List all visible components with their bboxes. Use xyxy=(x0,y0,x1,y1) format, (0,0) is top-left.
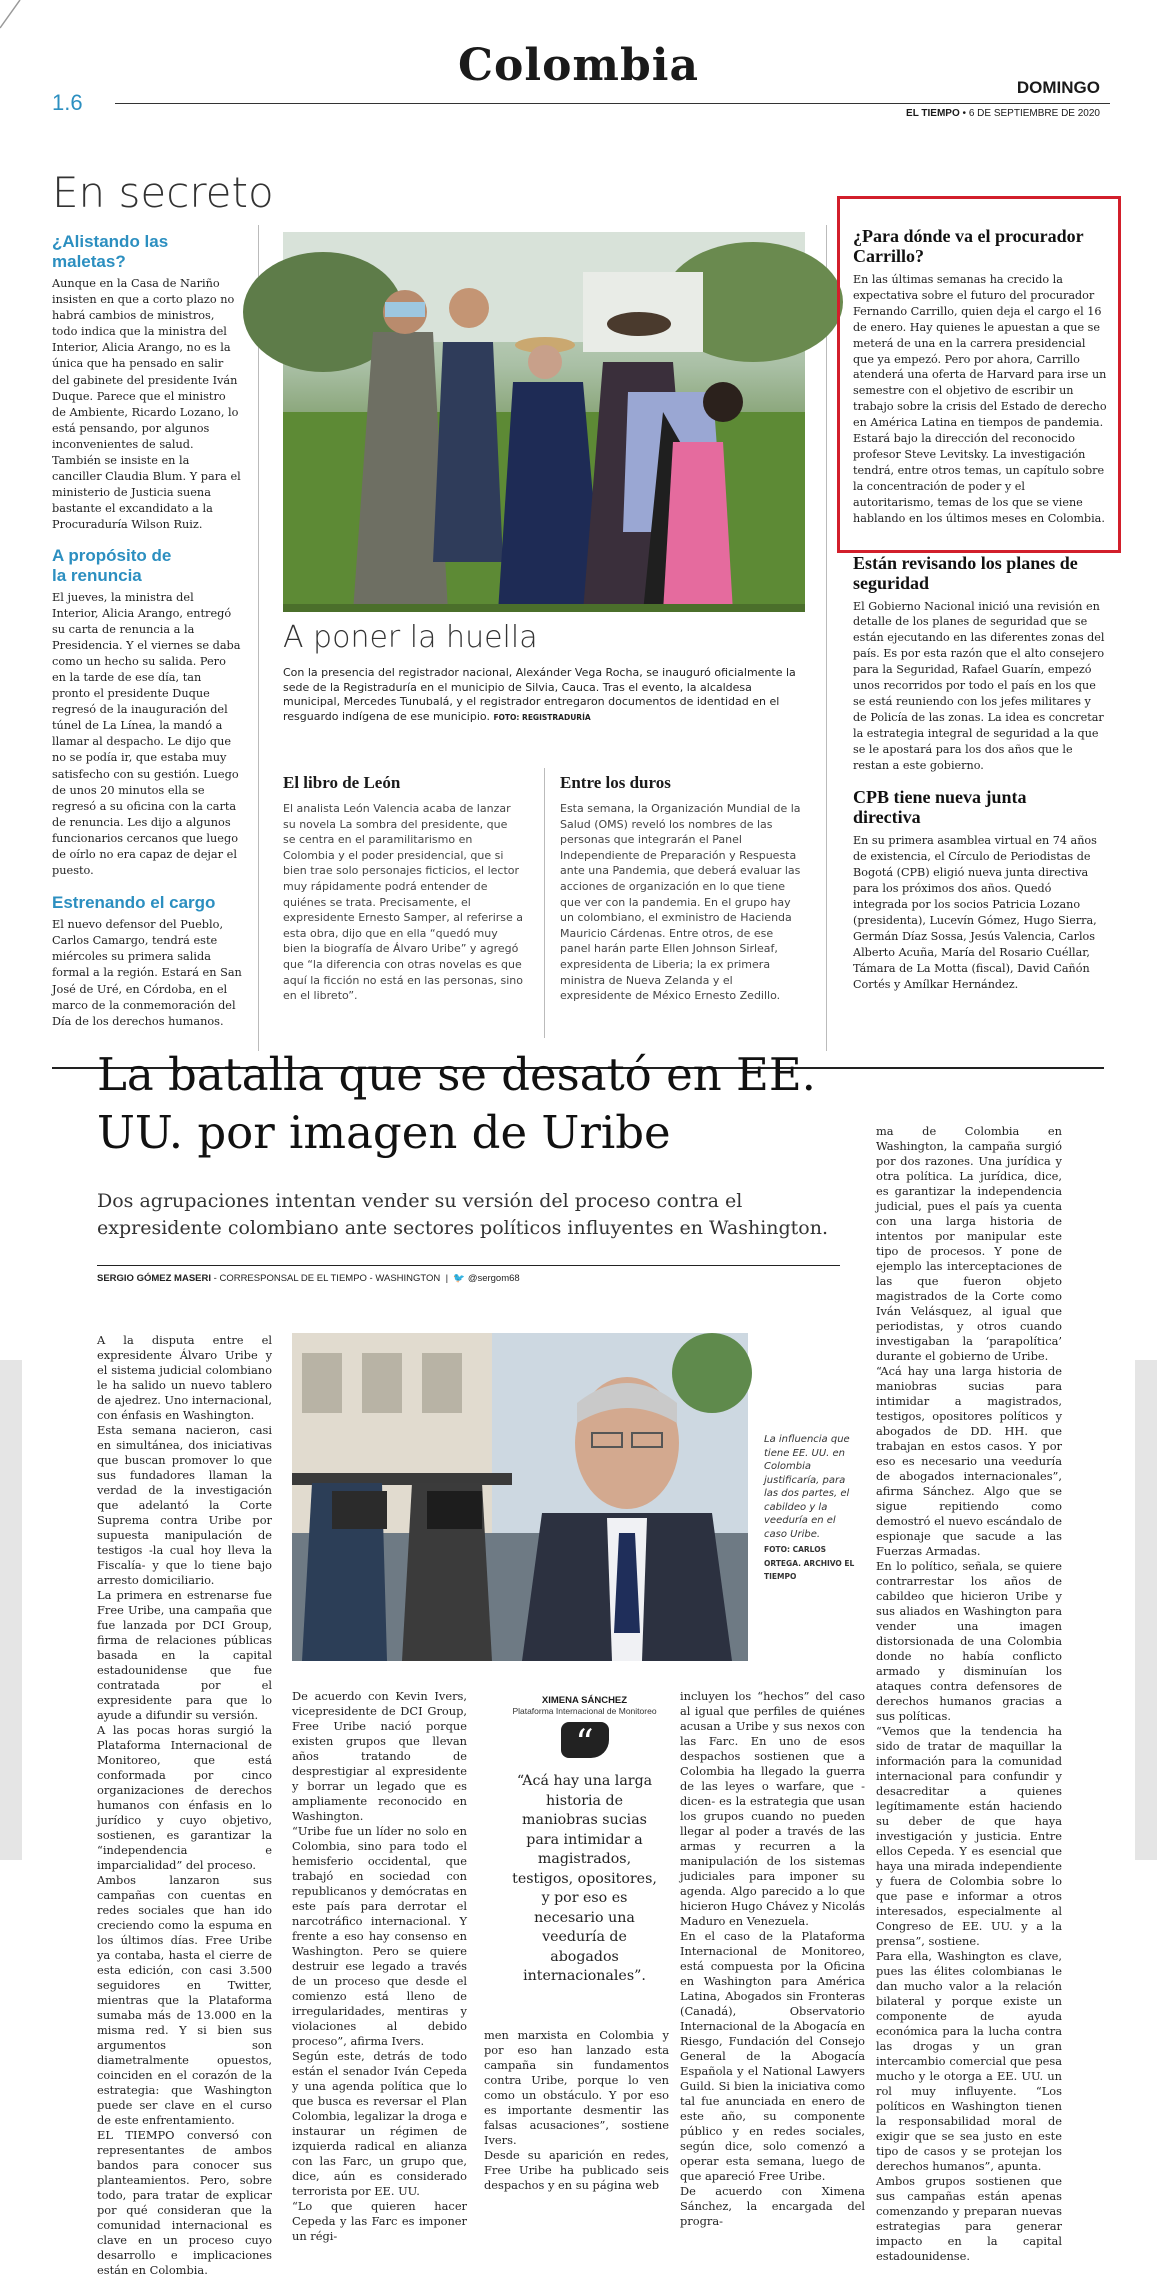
section-title: Colombia xyxy=(458,40,699,91)
article-column-3: men marxista en Colombia y por eso han lanzado esta campaña sin fundamentos contra Uribe, porque lo ven como un obstáculo. Y por eso es importante desmentir las falsas acusaciones”, sostiene Ivers. Desde su aparición en redes, Free Uribe ha publicado seis despachos y en su página web xyxy=(484,2028,669,2192)
right-column xyxy=(853,226,1108,993)
article-headline: La batalla que se desató en EE. UU. por imagen de Uribe xyxy=(97,1048,816,1159)
article-column-2: De acuerdo con Kevin Ivers, vicepresidente de DCI Group, Free Uribe nació porque existen grupos que llevan años tratando de desprestigiar al expresidente y borrar un legado que es ampliamente reconocido en Washington. “Uribe fue un líder no solo en Colombia, sino para todo el hemisferio occidental, que trabajó en sociedad con republicanos y demócratas en este país para derrotar el narcotráfico internacional. Y frente a eso hay consenso en Washington. Pero se quiere destruir ese legado a través de un proceso que desde el comienzo está lleno de irregularidades, mentiras y violaciones al debido proceso”, afirma Ivers. Según este, detrás de todo están el senador Iván Cepeda y una agenda política que lo que busca es reversar el Plan Colombia, legalizar la droga e instaurar un régimen de izquierda radical en alianza con las Farc, un grupo que, dice, aún es considerado terrorista por EE. UU. “Lo que quieren hacer Cepeda y las Farc es imponer un régi- xyxy=(292,1689,467,2243)
sub-title: El libro de León xyxy=(283,773,401,792)
photo-caption xyxy=(764,1433,861,1584)
item-body: En su primera asamblea virtual en 74 años de existencia, el Círculo de Periodistas de Bogotá (CPB) eligió nueva junta directiva para los próximos dos años. Quedó integrada por los socios Patricia Lozano (presidenta), Lucevín Gómez, Hugo Sierra, Germán Díaz Sossa, Jesús Valencia, Carlos Alberto Acuña, María del Rosario Cuéllar, Támara de La Motta (fiscal), David Cañón Cortés y Amílkar Hernández. xyxy=(853,834,1097,991)
photo-registraduria xyxy=(283,232,805,612)
paper-name: EL TIEMPO xyxy=(906,108,960,119)
article-column-1: A la disputa entre el expresidente Álvaro Uribe y el sistema judicial colombiano le ha salido un nuevo tablero de ajedrez. Uno internacional, con énfasis en Washington. Esta semana nacieron, casi en simultánea, dos iniciativas que buscan promover lo que sus fundadores llaman la verdad de la investigación que adelantó la Corte Suprema contra Uribe por supuesta manipulación de testigos -la cual hoy lleva la Fiscalía- y que lo tiene bajo arresto domiciliario. La primera en estrenarse fue Free Uribe, una campaña que fue lanzada por DCI Group, firma de relaciones públicas basada en la capital estadounidense que fue contratada por el expresidente para que lo ayude a difundir su versión. A las pocas horas surgió la Plataforma Internacional de Monitoreo, que está conformada por cinco organizaciones de derechos humanos con énfasis en lo jurídico y cuyo objetivo, sostienen, es garantizar la “independencia e imparcialidad” del proceso. Ambos lanzaron sus campañas con cuentas en redes sociales que han ido creciendo como la espuma en los últimos días. Free Uribe ya contaba, hasta el cierre de esta edición, con casi 3.500 seguidores en Twitter, mientras que la Plataforma sumaba más de 13.000 en la misma red. Y si bien sus argumentos son diametralmente opuestos, coinciden en el corazón de la estrategia: que Washington puede ser clave en el curso de este enfrentamiento. EL TIEMPO conversó con representantes de ambos bandos para conocer sus planteamientos. Pero, sobre todo, para tratar de explicar por qué consideran que la comunidad internacional es clave en un proceso cuyo desarrollo e implicaciones están en Colombia. xyxy=(97,1333,272,2277)
column-title: En secreto xyxy=(52,168,274,217)
sub-title: Entre los duros xyxy=(560,773,671,792)
item-body: Aunque en la Casa de Nariño insisten en que a corto plazo no habrá cambios de ministros, todo indica que la ministra del Interior, Alicia Arango, no es la única que ha pensado en salir del gabinete del presidente Iván Duque. Parece que el ministro de Ambiente, Ricardo Lozano, lo está pensando, por algunos inconvenientes de salud. También se insiste en la canciller Claudia Blum. Y para el ministerio de Justicia suena bastante el excandidato a la Procuraduría Wilson Ruiz. xyxy=(52,277,241,532)
column-divider xyxy=(826,225,827,1051)
photo-uribe xyxy=(292,1333,748,1661)
date: • 6 DE SEPTIEMBRE DE 2020 xyxy=(959,108,1100,119)
dateline xyxy=(906,108,1100,119)
pull-quote xyxy=(508,1695,661,1987)
article-deck: Dos agrupaciones intentan vender su versión del proceso contra el expresidente colombiano ante sectores políticos influyentes en Washington. xyxy=(97,1190,829,1239)
scan-margin xyxy=(1135,1360,1157,1860)
caption-text: Con la presencia del registrador nacional, Alexánder Vega Rocha, se inauguró oficialmente la sede de la Registraduría en el municipio de Silvia, Cauca. Tras el evento, la alcaldesa municipal, Mercedes Tunubalá, y el registrador entregaron documentos de identidad en el resguardo indígena de ese municipio. xyxy=(283,666,796,723)
quote-mark-icon: “ xyxy=(561,1722,609,1758)
item-body: El nuevo defensor del Pueblo, Carlos Camargo, tendrá este miércoles su primera salida formal a la región. Estará en San José de Uré, en Córdoba, en el marco de la conmemoración del Día de los derechos humanos. xyxy=(52,918,242,1028)
author: SERGIO GÓMEZ MASERI xyxy=(97,1273,212,1284)
article-column-5: ma de Colombia en Washington, la campaña surgió por dos razones. Una jurídica y otra política. La jurídica, dice, es garantizar la independencia judicial, pues el país ya cuenta con una larga historia de intentos por manipular este tipo de procesos. Y pone de ejemplo las interceptaciones de las que fueron objeto magistrados de la Corte como Iván Velásquez, al igual que periodistas, y otros cuando investigaban la ‘parapolítica’ durante el gobierno de Uribe. “Acá hay una larga historia de maniobras sucias para intimidar a magistrados, testigos, opositores políticos y abogados de DD. HH. que trabajan en estos casos. Y por eso es necesario una veeduría de abogados internacionales”, afirma Sánchez. Algo que se sigue repitiendo como demostró el nuevo escándalo de espionaje que sacude a las Fuerzas Armadas. En lo político, señala, se quiere contrarrestar los años de cabildeo que hicieron Uribe y sus aliados en Washington para vender una imagen distorsionada de una Colombia donde no había conflicto armado y disminuían los ataques contra defensores de derechos humanos gracias a sus políticas. “Vemos que la tendencia ha sido de tratar de maquillar la información para la comunidad internacional para confundir y desacreditar a quienes legítimamente están haciendo su deber de que haya investigación y justicia. Entre ellos Cepeda. Y es esencial que haya una mirada independiente y fuera de Colombia sobre lo que pase e informar a otros interesados, especialmente al Congreso de EE. UU. y a la prensa”, sostiene. Para ella, Washington es clave, pues las élites colombianas le dan mucho valor a la relación bilateral y porque existe un componente de ayuda económica para la lucha contra las drogas y un gran intercambio comercial que pesa mucho y le otorga a EE. UU. un rol muy influyente. “Los políticos en Washington tienen la responsabilidad moral de exigir que se sea justo en este tipo de casos y se protejan los derechos humanos”, apunta. Ambos grupos sostienen que sus campañas están apenas comenzando y preparan nuevas estrategias para generar impacto en la capital estadounidense. xyxy=(876,1124,1062,2263)
item-title: A propósito de la renuncia xyxy=(52,545,172,585)
header-rule xyxy=(115,103,1110,104)
item-title: ¿Para dónde va el procurador Carrillo? xyxy=(853,226,1084,266)
photo-title: A poner la huella xyxy=(283,620,538,655)
sub-body: El analista León Valencia acaba de lanzar su novela La sombra del presidente, que se centra en el paramilitarismo en Colombia y el poder presidencial, que si bien trae solo personajes ficticios, el lector muy rápidamente podrá entender de quiénes se trata. Precisamente, el expresidente Ernesto Samper, al referirse a esta obra, dijo que en ella “quedó muy bien la biografía de Álvaro Uribe” y agregó que “la diferencia con otras novelas es que aquí la ficción no está en las personas, sino en el libreto”. xyxy=(283,802,524,1003)
sub-divider xyxy=(544,768,545,1038)
sub-item-duros xyxy=(560,773,805,1004)
column-divider xyxy=(258,225,259,1051)
quote-role: Plataforma Internacional de Monitoreo xyxy=(512,1706,657,1716)
quote-text: “Acá hay una larga historia de maniobras sucias para intimidar a magistrados, testigos, opositores, y por eso es necesario una veeduría de abogados internacionales”. xyxy=(512,1773,657,1984)
item-title: CPB tiene nueva junta directiva xyxy=(853,787,1027,828)
sub-item-leon xyxy=(283,773,523,1004)
page-number: 1.6 xyxy=(52,90,83,115)
quote-name: XIMENA SÁNCHEZ xyxy=(541,1695,628,1706)
item-body: El Gobierno Nacional inició una revisión en detalle de los planes de seguridad que se están ejecutando en las diferentes zonas del país. Es por esta razón que el alto consejero para la Seguridad, Rafael Guarín, empezó unos recorridos por todo el país en los que se está reuniendo con los jefes militares y de Policía de las zonas. La idea es concretar la estrategia integral de seguridad a la que se le apostará para los dos años que le restan a este gobierno. xyxy=(853,599,1105,772)
photo-caption xyxy=(283,666,803,725)
item-title: Estrenando el cargo xyxy=(52,893,216,913)
photo-credit: FOTO: CARLOS ORTEGA. ARCHIVO EL TIEMPO xyxy=(764,1545,855,1581)
author-role: - CORRESPONSAL DE EL TIEMPO - WASHINGTON xyxy=(211,1273,441,1284)
article-column-4: incluyen los “hechos” del caso al igual que perfiles de quiénes acusan a Uribe y sus nexos con las Farc. En uno de esos despachos sostienen que a Colombia ha llegado la guerra de las leyes o warfare, que -dicen- es la estrategia que usan los grupos cuando no pueden llegar al poder a través de las armas y recurren a la manipulación de los sistemas judiciales para imponer su agenda. Algo parecido a lo que hicieron Hugo Chávez y Nicolás Maduro en Venezuela. En el caso de la Plataforma Internacional de Monitoreo, está compuesta por la Oficina en Washington para América Latina, Abogados sin Fronteras (Canadá), Observatorio Internacional de la Abogacía en Riesgo, Fundación del Consejo General de la Abogacía Española y el National Lawyers Guild. Si bien la iniciativa como tal fue anunciada en enero de este año, su componente público y en redes sociales, según dice, solo comenzó a operar esta semana, luego de que apareció Free Uribe. De acuerdo con Ximena Sánchez, la encargada del progra- xyxy=(680,1689,865,2228)
item-title: Están revisando los planes de seguridad xyxy=(853,552,1078,593)
item-body: El jueves, la ministra del Interior, Alicia Arango, entregó su carta de renuncia a la Presidencia. Y el viernes se daba como un hecho su salida. Pero en la tarde de ese día, tan pronto el presidente Duque regresó de la inauguración del túnel de La Línea, la mandó a llamar al despacho. Le dijo que no se podía ir, que estaba muy satisfecho con su gestión. Luego de unos 20 minutos ella se regresó a su oficina con la carta de renuncia. Les dijo a algunos funcionarios cercanos que luego de oírlo no era capaz de dejar el puesto. xyxy=(52,590,241,878)
left-column xyxy=(52,232,242,1030)
day-label: DOMINGO xyxy=(1016,78,1100,97)
corner-mark xyxy=(0,0,30,30)
byline-rule xyxy=(97,1265,840,1266)
twitter-handle: @sergom68 xyxy=(467,1273,520,1284)
sub-body: Esta semana, la Organización Mundial de la Salud (OMS) reveló los nombres de las personas que integrarán el Panel Independiente de Preparación y Respuesta ante una Pandemia, que deberá evaluar las acciones de organización en lo que tiene que ver con la pandemia. En el grupo hay un colombiano, el exministro de Hacienda Mauricio Cárdenas. Entre otros, de ese panel harán parte Ellen Johnson Sirleaf, expresidenta de Liberia; la ex primera ministra de Nueva Zelanda y el expresidente de México Ernesto Zedillo. xyxy=(560,802,801,1003)
byline: SERGIO GÓMEZ MASERI - CORRESPONSAL DE EL TIEMPO - WASHINGTON | 🐦 @sergom68 xyxy=(97,1273,520,1284)
photo-credit: FOTO: REGISTRADURÍA xyxy=(493,712,591,722)
twitter-icon: 🐦 xyxy=(453,1273,466,1284)
scan-margin xyxy=(0,1360,22,1860)
caption-text: La influencia que tiene EE. UU. en Colombia justificaría, para las dos partes, el cabildeo y la veeduría en el caso Uribe. xyxy=(764,1434,850,1540)
item-body: En las últimas semanas ha crecido la expectativa sobre el futuro del procurador Fernando Carrillo, quien deja el cargo el 16 de enero. Hay quienes le apuestan a que se meterá de una en la carrera presidencial que ya empezó. Pero por ahora, Carrillo atenderá una oferta de Harvard para irse un semestre con el objetivo de escribir un trabajo sobre la crisis del Estado de derecho en América Latina en tiempos de pandemia. Estará bajo la dirección del reconocido profesor Steve Levitsky. La investigación tendrá, entre otros temas, un capítulo sobre la concentración de poder y el autoritarismo, temas de los que se viene hablando en los últimos meses en Colombia. xyxy=(853,273,1107,525)
item-title: ¿Alistando las maletas? xyxy=(52,232,169,271)
